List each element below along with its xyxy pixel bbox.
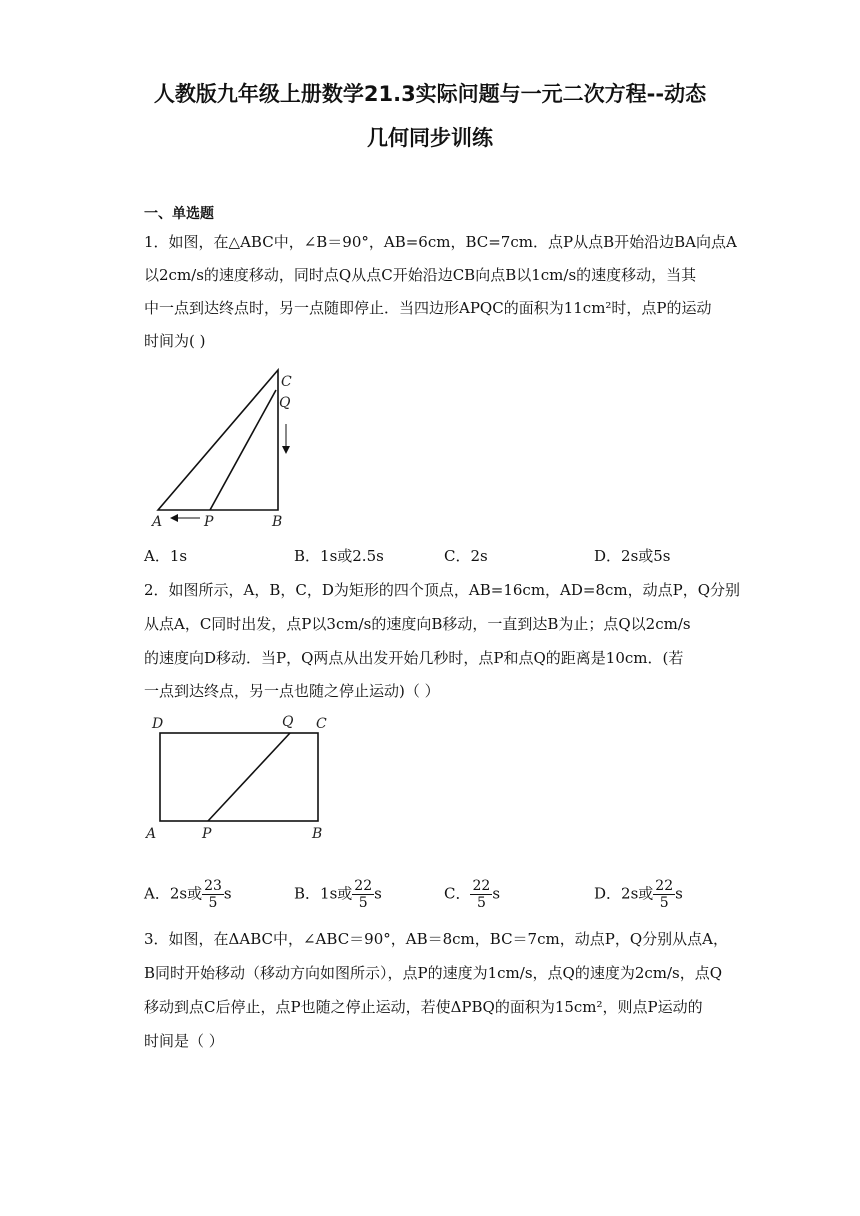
- q1-label-p: P: [204, 514, 214, 530]
- q2-option-d-pre: 2s或: [621, 884, 654, 903]
- q2-option-a-num: 23: [204, 878, 222, 894]
- q2-option-d-den: 5: [659, 895, 669, 911]
- q2-option-a-letter: A．: [144, 884, 170, 903]
- q3-line1: 3．如图，在ΔABC中，∠ABC＝90°，AB＝8cm，BC＝7cm，动点P，Q分别从点A，: [144, 930, 728, 948]
- q1-line3: 中一点到达终点时，另一点随即停止．当四边形APQC的面积为11cm²时，点P的运动: [144, 299, 712, 317]
- q2-option-b-num: 22: [354, 878, 373, 894]
- q2-option-a-den: 5: [208, 895, 218, 911]
- q2-option-a-fraction: [202, 878, 224, 911]
- q2-option-a: [144, 878, 232, 911]
- q1-option-d: D．2s或5s: [594, 547, 671, 565]
- q2-option-d-post: s: [675, 884, 683, 903]
- q2-option-c-fraction: [470, 878, 492, 911]
- q2-option-b-den: 5: [358, 895, 368, 911]
- q2-option-c: [444, 878, 500, 911]
- q1-label-a: A: [152, 514, 163, 530]
- q1-line1: 1．如图，在△ABC中，∠B＝90°，AB=6cm，BC=7cm．点P从点B开始沿边BA向点A: [144, 233, 737, 251]
- q1-line2: 以2cm/s的速度移动，同时点Q从点C开始沿边CB向点B以1cm/s的速度移动，当其: [144, 266, 697, 284]
- q2-line2: 从点A，C同时出发，点P以3cm/s的速度向B移动，一直到达B为止；点Q以2cm/s: [144, 615, 691, 633]
- section-heading: 一、单选题: [144, 206, 214, 222]
- q1-option-b: B．1s或2.5s: [294, 547, 384, 565]
- q2-option-b: [294, 878, 382, 911]
- q2-option-b-fraction: [352, 878, 374, 911]
- q2-label-a: A: [146, 826, 157, 842]
- q1-label-b: B: [272, 514, 283, 530]
- q3-line3: 移动到点C后停止，点P也随之停止运动，若使ΔPBQ的面积为15cm²，则点P运动的: [144, 998, 703, 1016]
- q2-option-c-letter: C．: [444, 884, 471, 903]
- q2-rectangle-figure: [144, 708, 340, 844]
- q2-option-c-num: 22: [472, 878, 491, 894]
- q2-label-d: D: [152, 716, 164, 732]
- page-title-line1: 人教版九年级上册数学21.3实际问题与一元二次方程--动态: [153, 82, 707, 106]
- q2-line4: 一点到达终点，另一点也随之停止运动)（ ）: [144, 682, 440, 700]
- q1-label-q: Q: [279, 395, 291, 411]
- q2-option-d-fraction: [653, 878, 675, 911]
- q2-option-a-pre: 2s或: [169, 884, 203, 903]
- q2-option-b-post: s: [374, 884, 382, 903]
- q1-label-c: C: [281, 374, 292, 390]
- q2-option-b-pre: 1s或: [320, 884, 353, 903]
- q2-option-d: [594, 878, 683, 911]
- q3-line4: 时间是（ ）: [144, 1032, 224, 1050]
- q1-triangle-figure: [148, 366, 308, 532]
- q1-option-a: A．1s: [144, 547, 188, 565]
- q2-option-d-num: 22: [655, 878, 674, 894]
- q2-option-b-letter: B．: [294, 884, 321, 903]
- q2-option-c-post: s: [492, 884, 501, 903]
- q2-line1: 2．如图所示，A，B，C，D为矩形的四个顶点，AB=16cm，AD=8cm，动点P，Q分别: [144, 581, 741, 599]
- q2-label-q: Q: [282, 714, 294, 730]
- q1-line4: 时间为( ): [144, 332, 206, 350]
- q1-option-c: C．2s: [444, 547, 488, 565]
- q3-line2: B同时开始移动（移动方向如图所示），点P的速度为1cm/s，点Q的速度为2cm/s，点Q: [144, 964, 723, 982]
- q2-label-c: C: [316, 716, 327, 732]
- page-title-line2: 几何同步训练: [367, 126, 493, 150]
- q2-option-c-den: 5: [476, 895, 486, 911]
- q2-label-b: B: [312, 826, 323, 842]
- q2-option-d-letter: D．: [594, 884, 622, 903]
- q2-line3: 的速度向D移动．当P，Q两点从出发开始几秒时，点P和点Q的距离是10cm．(若: [144, 649, 684, 667]
- q2-option-a-post: s: [223, 884, 232, 903]
- q2-label-p: P: [202, 826, 212, 842]
